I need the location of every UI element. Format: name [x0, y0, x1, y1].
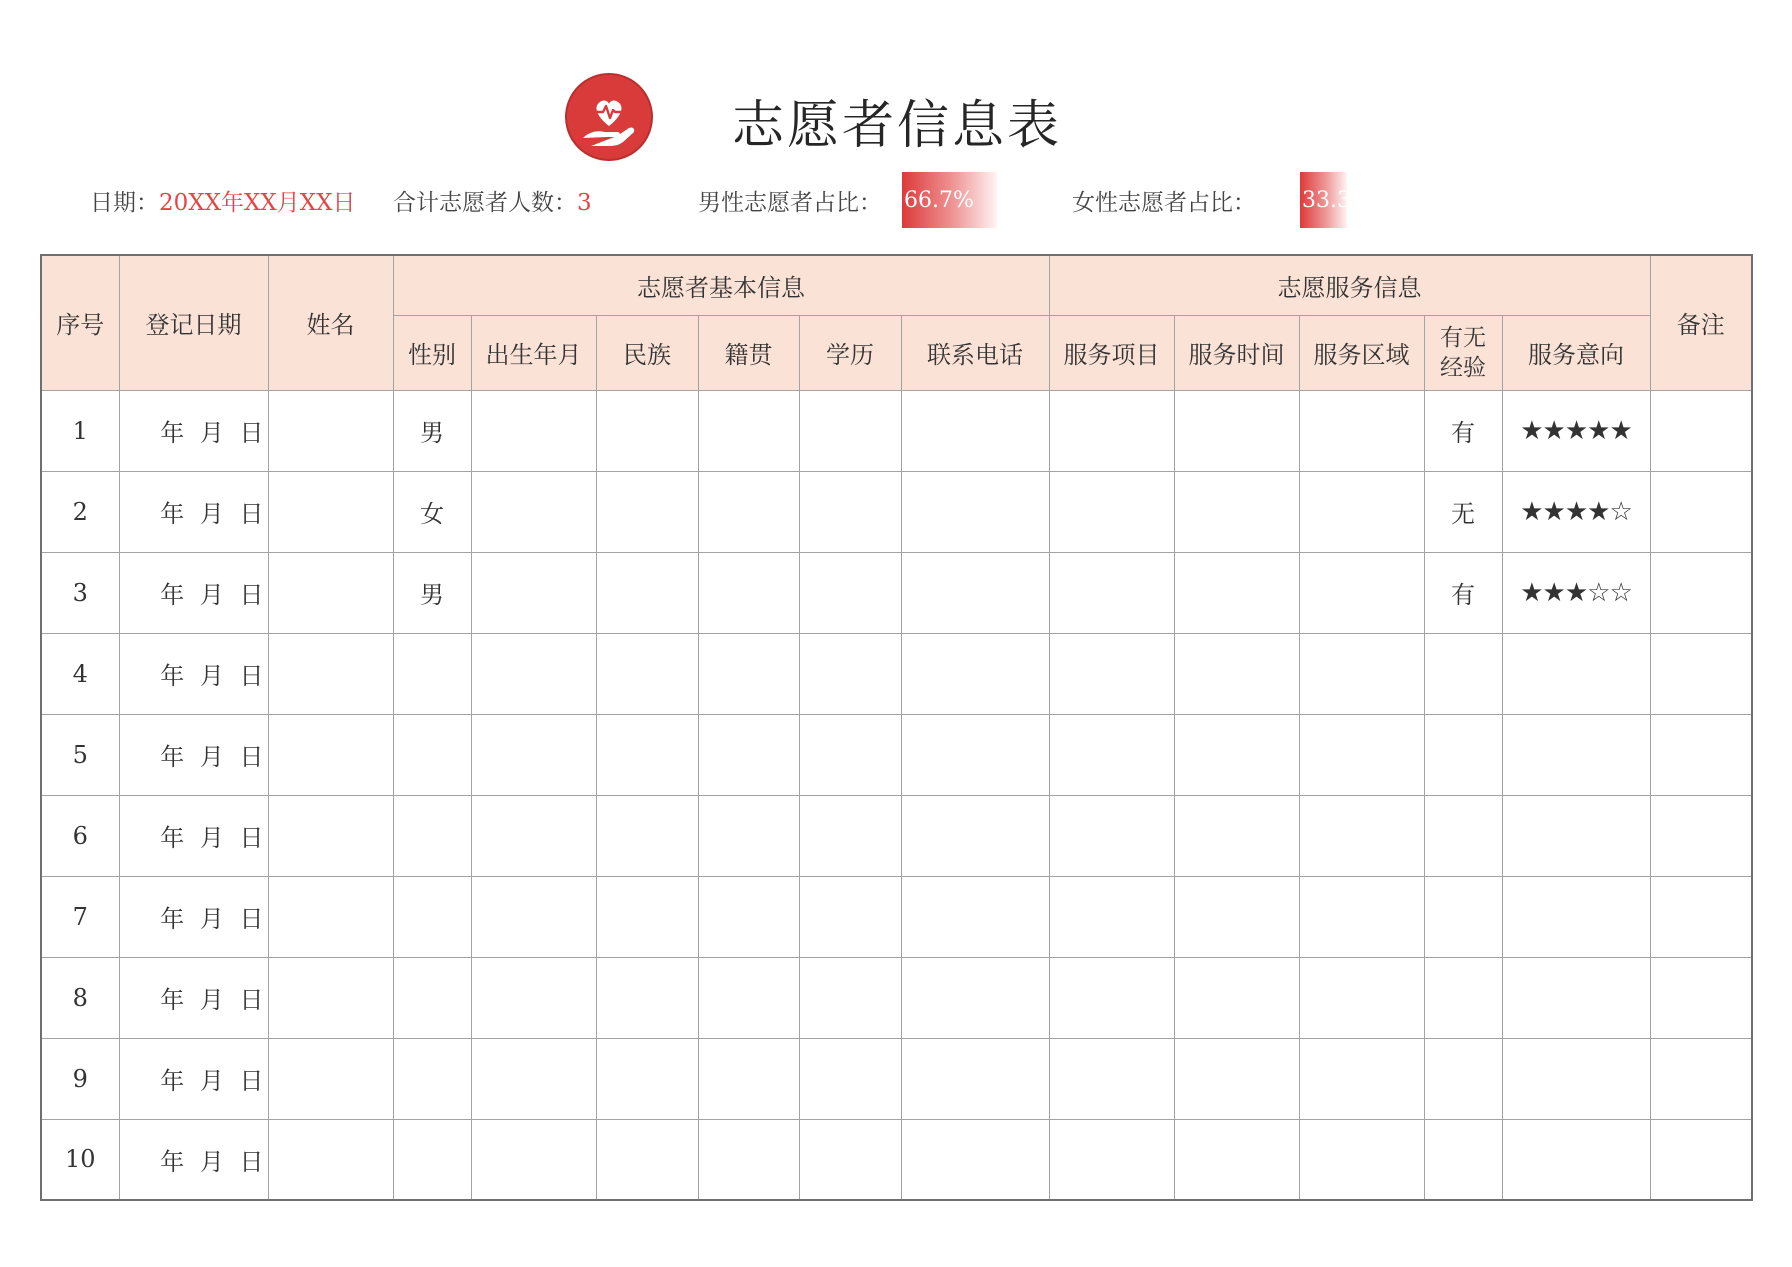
row-service-time	[1174, 714, 1299, 795]
row-index: 4	[41, 633, 119, 714]
row-service-area	[1299, 876, 1424, 957]
row-reg-date: 年 月 日	[119, 471, 268, 552]
male-ratio-label: 男性志愿者占比：	[698, 190, 882, 216]
row-ethnicity	[596, 1119, 698, 1200]
row-index: 7	[41, 876, 119, 957]
row-native-place	[698, 876, 799, 957]
row-index: 2	[41, 471, 119, 552]
row-intention-stars	[1502, 1038, 1650, 1119]
row-education	[799, 795, 901, 876]
table-row	[41, 876, 1752, 957]
row-gender	[393, 633, 471, 714]
date-value: 20XX年XX月XX日	[159, 190, 356, 216]
row-phone	[901, 876, 1049, 957]
row-service-item	[1049, 795, 1174, 876]
row-ethnicity	[596, 957, 698, 1038]
row-index: 3	[41, 552, 119, 633]
row-phone	[901, 714, 1049, 795]
row-education	[799, 957, 901, 1038]
row-experience: 有	[1424, 390, 1502, 471]
row-ethnicity	[596, 390, 698, 471]
row-name	[268, 471, 393, 552]
row-birth	[471, 633, 596, 714]
row-birth	[471, 471, 596, 552]
header-experience-line2: 经验	[1440, 354, 1486, 381]
row-reg-date: 年 月 日	[119, 1119, 268, 1200]
row-reg-date: 年 月 日	[119, 957, 268, 1038]
row-index: 5	[41, 714, 119, 795]
heart-in-hand-icon	[565, 70, 653, 164]
female-ratio-value: 33.3%	[1302, 188, 1372, 213]
row-phone	[901, 1119, 1049, 1200]
header-service-time: 服务时间	[1174, 315, 1299, 390]
row-birth	[471, 1119, 596, 1200]
row-education	[799, 1038, 901, 1119]
row-education	[799, 1119, 901, 1200]
row-service-item	[1049, 471, 1174, 552]
row-service-area	[1299, 390, 1424, 471]
row-education	[799, 876, 901, 957]
row-reg-date: 年 月 日	[119, 1038, 268, 1119]
row-native-place	[698, 552, 799, 633]
row-native-place	[698, 957, 799, 1038]
row-phone	[901, 390, 1049, 471]
row-gender	[393, 1119, 471, 1200]
row-remark	[1650, 876, 1752, 957]
row-native-place	[698, 633, 799, 714]
row-service-time	[1174, 552, 1299, 633]
header-intention: 服务意向	[1502, 315, 1650, 390]
row-intention-stars: ★★★★☆	[1502, 471, 1650, 552]
date-info	[90, 188, 356, 218]
row-index: 1	[41, 390, 119, 471]
row-intention-stars	[1502, 633, 1650, 714]
row-gender	[393, 957, 471, 1038]
row-remark	[1650, 957, 1752, 1038]
row-remark	[1650, 471, 1752, 552]
header-reg-date: 登记日期	[119, 255, 268, 390]
row-name	[268, 552, 393, 633]
row-intention-stars: ★★★☆☆	[1502, 552, 1650, 633]
header-education: 学历	[799, 315, 901, 390]
row-service-item	[1049, 552, 1174, 633]
row-native-place	[698, 390, 799, 471]
row-name	[268, 957, 393, 1038]
header-phone: 联系电话	[901, 315, 1049, 390]
female-ratio-bar	[1300, 172, 1442, 228]
row-education	[799, 633, 901, 714]
header-group-basic: 志愿者基本信息	[393, 255, 1049, 315]
row-index: 8	[41, 957, 119, 1038]
table-row	[41, 795, 1752, 876]
row-ethnicity	[596, 552, 698, 633]
row-education	[799, 714, 901, 795]
row-name	[268, 714, 393, 795]
row-intention-stars	[1502, 1119, 1650, 1200]
header-index: 序号	[41, 255, 119, 390]
row-service-time	[1174, 876, 1299, 957]
row-gender	[393, 795, 471, 876]
row-native-place	[698, 471, 799, 552]
row-experience	[1424, 795, 1502, 876]
row-gender	[393, 1038, 471, 1119]
row-service-item	[1049, 1119, 1174, 1200]
row-native-place	[698, 714, 799, 795]
row-native-place	[698, 795, 799, 876]
row-ethnicity	[596, 876, 698, 957]
row-service-time	[1174, 471, 1299, 552]
row-service-item	[1049, 714, 1174, 795]
row-name	[268, 633, 393, 714]
row-service-item	[1049, 390, 1174, 471]
page-title: 志愿者信息表	[732, 96, 1063, 156]
header-group-service: 志愿服务信息	[1049, 255, 1650, 315]
table-row	[41, 471, 1752, 552]
row-education	[799, 390, 901, 471]
row-service-area	[1299, 633, 1424, 714]
row-service-time	[1174, 1119, 1299, 1200]
row-remark	[1650, 552, 1752, 633]
row-phone	[901, 633, 1049, 714]
row-experience	[1424, 1038, 1502, 1119]
date-label: 日期：	[90, 190, 159, 216]
row-service-area	[1299, 714, 1424, 795]
header-experience	[1424, 315, 1502, 390]
total-info	[393, 188, 592, 218]
row-service-time	[1174, 795, 1299, 876]
row-service-item	[1049, 1038, 1174, 1119]
row-remark	[1650, 795, 1752, 876]
row-service-time	[1174, 957, 1299, 1038]
row-intention-stars	[1502, 876, 1650, 957]
table-row	[41, 957, 1752, 1038]
row-intention-stars	[1502, 795, 1650, 876]
total-label: 合计志愿者人数：	[393, 190, 577, 216]
row-name	[268, 1038, 393, 1119]
row-gender	[393, 876, 471, 957]
row-birth	[471, 957, 596, 1038]
row-remark	[1650, 390, 1752, 471]
row-ethnicity	[596, 1038, 698, 1119]
header-birth: 出生年月	[471, 315, 596, 390]
row-phone	[901, 471, 1049, 552]
table-row	[41, 1119, 1752, 1200]
row-service-time	[1174, 633, 1299, 714]
row-service-area	[1299, 957, 1424, 1038]
row-birth	[471, 795, 596, 876]
table-row	[41, 1038, 1752, 1119]
row-remark	[1650, 714, 1752, 795]
header-name: 姓名	[268, 255, 393, 390]
row-reg-date: 年 月 日	[119, 795, 268, 876]
row-name	[268, 795, 393, 876]
header-service-item: 服务项目	[1049, 315, 1174, 390]
row-intention-stars	[1502, 957, 1650, 1038]
row-experience	[1424, 714, 1502, 795]
row-remark	[1650, 1119, 1752, 1200]
header-ethnicity: 民族	[596, 315, 698, 390]
row-remark	[1650, 1038, 1752, 1119]
row-education	[799, 552, 901, 633]
volunteer-table	[40, 254, 1753, 1201]
row-reg-date: 年 月 日	[119, 714, 268, 795]
row-ethnicity	[596, 795, 698, 876]
row-intention-stars	[1502, 714, 1650, 795]
table-row	[41, 552, 1752, 633]
row-index: 10	[41, 1119, 119, 1200]
row-reg-date: 年 月 日	[119, 552, 268, 633]
row-reg-date: 年 月 日	[119, 876, 268, 957]
header-gender: 性别	[393, 315, 471, 390]
row-experience	[1424, 876, 1502, 957]
row-service-item	[1049, 633, 1174, 714]
row-gender: 男	[393, 552, 471, 633]
male-ratio-value: 66.7%	[904, 188, 974, 213]
row-experience: 无	[1424, 471, 1502, 552]
row-service-item	[1049, 876, 1174, 957]
male-ratio-bar	[902, 172, 1044, 228]
row-experience	[1424, 957, 1502, 1038]
row-service-time	[1174, 1038, 1299, 1119]
row-name	[268, 1119, 393, 1200]
header-service-area: 服务区域	[1299, 315, 1424, 390]
row-phone	[901, 795, 1049, 876]
row-name	[268, 876, 393, 957]
row-experience: 有	[1424, 552, 1502, 633]
row-phone	[901, 1038, 1049, 1119]
row-reg-date: 年 月 日	[119, 390, 268, 471]
row-service-area	[1299, 1038, 1424, 1119]
row-phone	[901, 552, 1049, 633]
row-phone	[901, 957, 1049, 1038]
male-ratio-info	[698, 188, 882, 218]
row-index: 6	[41, 795, 119, 876]
row-service-area	[1299, 471, 1424, 552]
row-gender: 女	[393, 471, 471, 552]
row-birth	[471, 552, 596, 633]
row-ethnicity	[596, 471, 698, 552]
header-remark: 备注	[1650, 255, 1752, 390]
row-remark	[1650, 633, 1752, 714]
row-birth	[471, 876, 596, 957]
female-ratio-info	[1072, 188, 1256, 218]
row-service-area	[1299, 1119, 1424, 1200]
row-gender	[393, 714, 471, 795]
row-service-item	[1049, 957, 1174, 1038]
table-row	[41, 714, 1752, 795]
row-native-place	[698, 1038, 799, 1119]
header-native-place: 籍贯	[698, 315, 799, 390]
row-ethnicity	[596, 633, 698, 714]
row-intention-stars: ★★★★★	[1502, 390, 1650, 471]
female-ratio-label: 女性志愿者占比：	[1072, 190, 1256, 216]
row-education	[799, 471, 901, 552]
header-experience-line1: 有无	[1440, 324, 1486, 351]
row-experience	[1424, 633, 1502, 714]
row-native-place	[698, 1119, 799, 1200]
row-service-time	[1174, 390, 1299, 471]
row-service-area	[1299, 795, 1424, 876]
row-ethnicity	[596, 714, 698, 795]
row-birth	[471, 1038, 596, 1119]
row-index: 9	[41, 1038, 119, 1119]
table-row	[41, 633, 1752, 714]
row-reg-date: 年 月 日	[119, 633, 268, 714]
row-birth	[471, 390, 596, 471]
total-value: 3	[577, 190, 592, 216]
table-row	[41, 390, 1752, 471]
row-name	[268, 390, 393, 471]
row-gender: 男	[393, 390, 471, 471]
row-service-area	[1299, 552, 1424, 633]
row-experience	[1424, 1119, 1502, 1200]
row-birth	[471, 714, 596, 795]
